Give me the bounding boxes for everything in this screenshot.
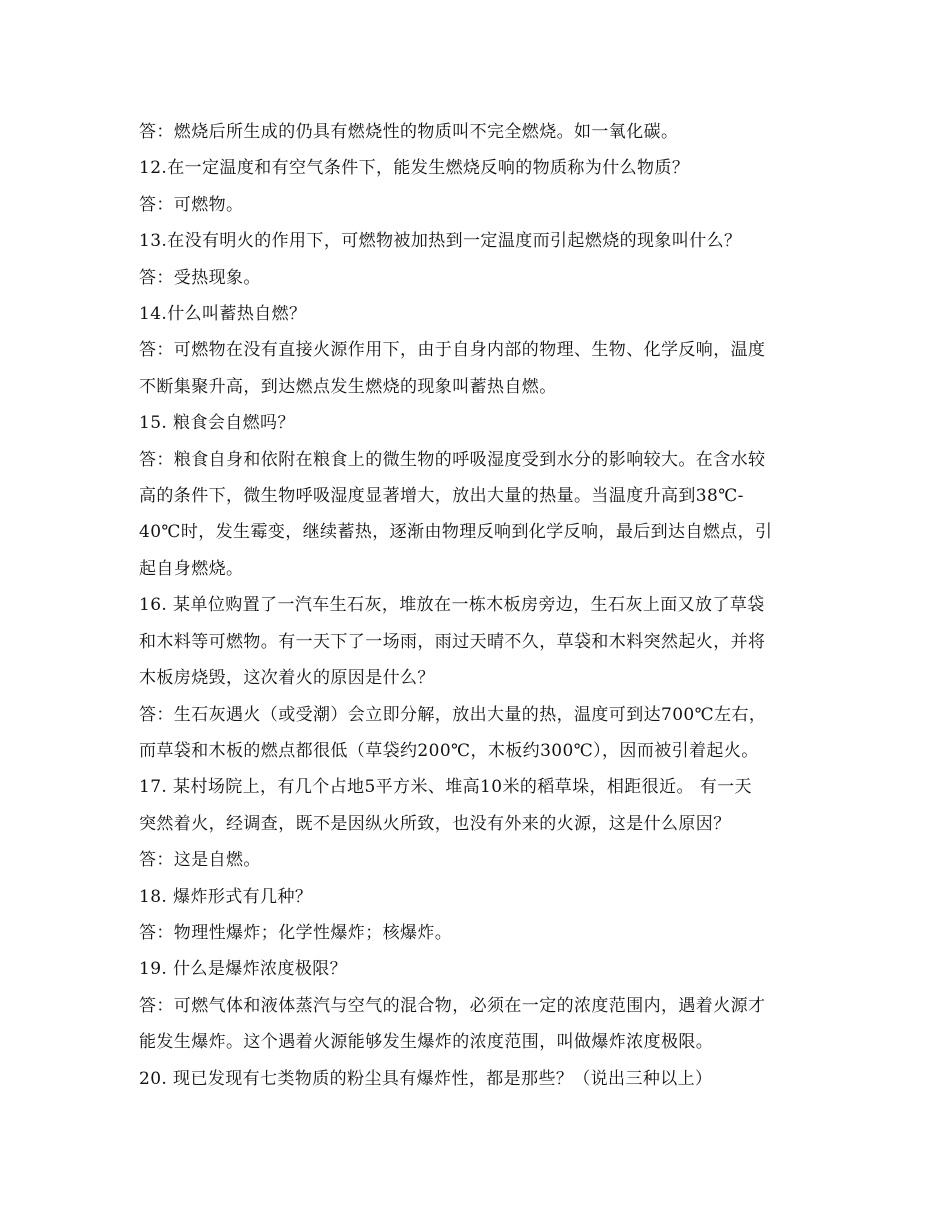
text-line: 不断集聚升高，到达燃点发生燃烧的现象叫蓄热自燃。 xyxy=(139,376,557,397)
text-line: 答：粮食自身和依附在粮食上的微生物的呼吸湿度受到水分的影响较大。在含水较 xyxy=(139,449,766,470)
text-line: 答：可燃物。 xyxy=(139,194,244,215)
text-line: 答：物理性爆炸；化学性爆炸；核爆炸。 xyxy=(139,922,453,943)
text-line: 答：可燃气体和液体蒸汽与空气的混合物，必须在一定的浓度范围内，遇着火源才 xyxy=(139,995,766,1016)
text-line: 木板房烧毁，这次着火的原因是什么？ xyxy=(139,668,435,689)
text-line: 18. 爆炸形式有几种？ xyxy=(139,886,313,907)
text-line: 答：可燃物在没有直接火源作用下，由于自身内部的物理、生物、化学反响，温度 xyxy=(139,340,766,361)
text-line: 13.在没有明火的作用下，可燃物被加热到一定温度而引起燃烧的现象叫什么？ xyxy=(139,231,742,252)
document-body xyxy=(139,114,819,1097)
text-line: 20. 现已发现有七类物质的粉尘具有爆炸性，都是那些？（说出三种以上） xyxy=(139,1068,713,1089)
text-line: 12.在一定温度和有空气条件下，能发生燃烧反响的物质称为什么物质？ xyxy=(139,158,690,179)
text-line: 40℃时，发生霉变，继续蓄热，逐渐由物理反响到化学反响，最后到达自燃点，引 xyxy=(139,522,773,543)
text-line: 19. 什么是爆炸浓度极限？ xyxy=(139,959,348,980)
text-line: 能发生爆炸。这个遇着火源能够发生爆炸的浓度范围，叫做爆炸浓度极限。 xyxy=(139,1032,714,1053)
text-line: 16. 某单位购置了一汽车生石灰，堆放在一栋木板房旁边，生石灰上面又放了草袋 xyxy=(139,595,765,616)
text-line: 答：这是自燃。 xyxy=(139,850,261,871)
text-line: 14.什么叫蓄热自燃？ xyxy=(139,304,307,325)
text-line: 起自身燃烧。 xyxy=(139,558,244,579)
text-line: 答：燃烧后所生成的仍具有燃烧性的物质叫不完全燃烧。如一氧化碳。 xyxy=(139,122,679,142)
text-line: 答：生石灰遇火（或受潮）会立即分解，放出大量的热，温度可到达700℃左右， xyxy=(139,704,767,725)
text-line: 高的条件下，微生物呼吸湿度显著增大，放出大量的热量。当温度升高到38℃- xyxy=(139,486,744,507)
text-line: 而草袋和木板的燃点都很低（草袋约200℃，木板约300℃），因而被引着起火。 xyxy=(139,740,759,761)
text-line: 和木料等可燃物。有一天下了一场雨，雨过天晴不久，草袋和木料突然起火，并将 xyxy=(139,631,766,652)
text-line: 15. 粮食会自燃吗？ xyxy=(139,413,295,434)
text-line: 答：受热现象。 xyxy=(139,267,261,288)
text-line: 17. 某村场院上，有几个占地5平方米、堆高10米的稻草垛，相距很近。 有一天 xyxy=(139,777,752,798)
text-line: 突然着火，经调查，既不是因纵火所致，也没有外来的火源，这是什么原因？ xyxy=(139,813,731,834)
